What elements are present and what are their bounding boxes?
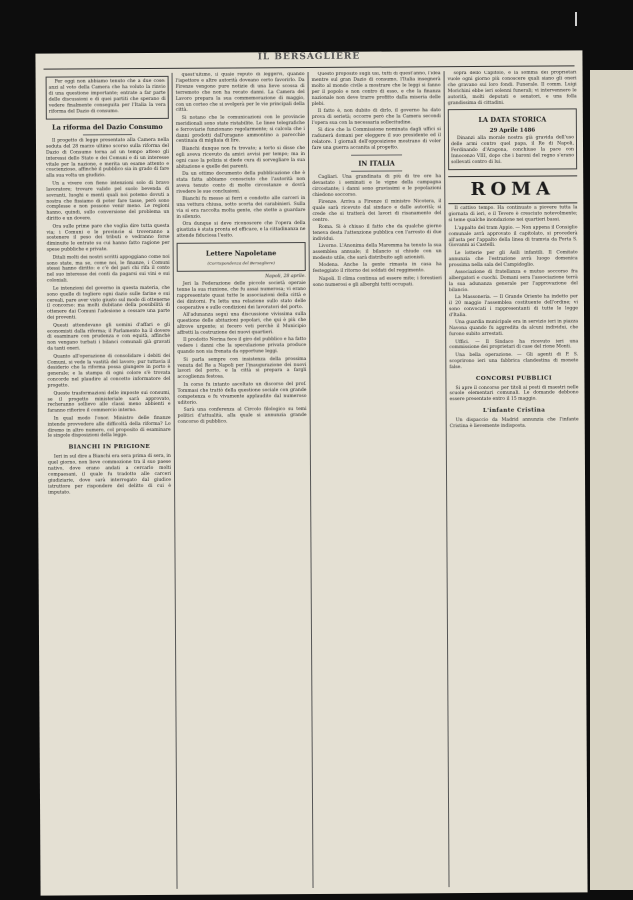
article-headline: LA DATA STORICA: [478, 115, 547, 125]
paragraph: Le lotterie per gli Asili infantili. Il Comitato annunzia che l'estrazione avrà luogo domenica prossima nella sala del Campidoglio.: [448, 250, 578, 268]
paragraph: Ora sulle prime pare che voglia dire tutta questa via; i Comuni e le provincie si troveranno a sostenere il peso dei tributi e vedranno forse diminuite le entrate su cui hanno fatto ragione per spese pubbliche e private.: [46, 223, 170, 253]
historical-date: 29 Aprile 1486: [489, 128, 536, 135]
paragraph: Un dispaccio da Madrid annunzia che l'infante Cristina è lievemente indisposta.: [449, 417, 579, 430]
section-box: [177, 242, 306, 272]
paragraph: Si apre il concorso per titoli ai posti di maestri nelle scuole elementari comunali. Le domande debbono essere presentate entro il 15 maggio.: [449, 384, 579, 403]
paragraph: Jeri la Federazione delle piccole società operaie tenne la sua riunione, che fu assai numerosa; vi erano rappresentate quasi tutte le associazioni della città e dei dintorni. Fu letta una relazione sullo stato delle cooperative e sulle condizioni dei lavoratori del porto.: [176, 281, 306, 311]
column-1: [46, 73, 174, 890]
divider: [351, 154, 403, 155]
divider: [351, 170, 403, 171]
paragraph: La Massoneria. — Il Grande Oriente ha indetto per il 20 maggio l'assemblea costituente dell'ordine; vi sono convocati i rappresentanti di tutte le logge d'Italia.: [448, 294, 579, 319]
paragraph: Ora dunque si deve riconoscere che l'opera della giustizia è stata pronta ed efficace, e la cittadinanza ne attende fiduciosa l'esito.: [176, 221, 306, 239]
paragraph: Una bella operazione. — Gli agenti di P. S. scoprirono ieri una fabbrica clandestina di monete false.: [449, 352, 579, 370]
paragraph: Roma. Si è chiuso il fatto che da qualche giorno teneva desta l'attenzione pubblica con l'arresto di due individui.: [312, 224, 442, 242]
paragraph: Le intenzioni del governo in questa materia, che sono quelle di togliere ogni dazio sulle farine e sui cereali, pare aver visto giusto sul modo di ottenerne il concorso: ma molti dubitano della possibilità di ottenere dai Comuni l'adesione a cessare una parte dei proventi.: [46, 285, 171, 321]
paragraph: Queste trasformazioni delle imposte sui consumi, se il progetto ministeriale sarà approvato, recheranno sollievo alle classi meno abbienti e faranno rifiorire il commercio interno.: [47, 390, 171, 414]
scan-margin-left: [0, 0, 40, 900]
paragraph: L'appalto del tram Appio. — Non appena il Consiglio comunale avrà approvato il capitolato, si procederà all'asta per l'appalto della linea di tramvia da Porta S. Giovanni ai Castelli.: [448, 225, 578, 249]
paragraph: Il cattivo tempo. Ha continuato a piovere tutta la giornata di ieri, e il Tevere è cresciuto notevolmente; si teme qualche inondazione nei quartieri bassi.: [448, 205, 578, 224]
paragraph: Questo proposito sugli usi, tutti di quest'anno, l'idea mentre sul gran Dazio di consumo, l'Italia insegnerà molto al mondo civile a mostrare che le leggi si fanno per il popolo e non contro di esso, e che la finanza nazionale non deve trarre profitto dalla miseria delle plebi.: [311, 71, 441, 107]
paragraph: Cagliari. Una grandinata di più di tre ore ha devastato i seminati e le vigne della campagna circostante; i danni sono gravissimi e le popolazioni chiedono soccorso.: [312, 173, 442, 198]
paragraph: Bianchi fu messo ai ferri e condotto alle carceri in una vettura chiusa, sotto scorta dei carabinieri. Sulla via si era raccolta molta gente, che stette a guardare in silenzio.: [176, 196, 306, 220]
paragraph: In corso fu intanto ascoltato un discorso del prof. Tommasi che trattò della questione sociale con grande competenza e fu vivamente applaudito dal numeroso uditorio.: [177, 381, 307, 406]
paragraph: Quanto all'operazione di consolidare i debiti dei Comuni, si vede la vastità del lavoro; pur tuttavia il desiderio che la riforma possa giungere in porto è generale; e la stampa di ogni colore s'è trovata concorde nel plaudire al concetto informatore del progetto.: [47, 353, 171, 389]
paragraph: Si parla sempre con insistenza della prossima venuta del Re a Napoli per l'inaugurazione dei nuovi lavori del porto, e la città si prepara a fargli accoglienza festosa.: [177, 356, 307, 381]
paragraph: Il fatto è, non dubito di dirlo, il governo ha dato prova di serietà; occorre però che la Camera secondi l'opera sua con la necessaria sollecitudine.: [311, 108, 441, 126]
intro-box: [46, 76, 169, 120]
masthead: IL BERSAGLIERE: [257, 51, 361, 63]
section-box: [448, 109, 577, 171]
paragraph: Modena. Anche la gente rimasta in casa ha festeggiato il ritorno dei soldati del reggimento.: [312, 262, 442, 275]
article-headline: La riforma del Dazio Consumo: [52, 122, 163, 132]
scanner-mark: [575, 12, 577, 26]
article-headline: Lettere Napoletane: [205, 249, 277, 258]
article-headline: BIANCHI IN PRIGIONE: [68, 444, 151, 451]
section-title-roma: ROMA: [448, 176, 577, 205]
paragraph: Ditali molti dei nostri scritti appoggiano come noi sono state, ma se, come noi, le finanze, i Comuni stessi hanno diritto: e c'è del pari chi rifa il conto nel suo interesse dei conti da pagarsi sui vini e sui coloniali.: [46, 254, 170, 284]
paragraph: Dinanzi alla morale nostra già gravida dell'uso delle armi contro quel papa, il Re di Napoli, Ferdinando d'Aragona, conchiuse la pace con Innocenzo VIII, dopo che i baroni del regno s'erano sollevati contro di lui.: [450, 135, 575, 166]
paragraph: Napoli. Il clima continua ad essere mite; i forestieri sono numerosi e gli alberghi tutti occupati.: [312, 275, 442, 288]
dateline: Napoli, 28 aprile.: [265, 273, 306, 280]
article-headline: IN ITALIA: [358, 159, 395, 168]
paragraph: Un a vivere con fieno intenzioni solo di bravo lavoratore; trovare valido pel suolo bevenda di sovranti, luoghi e menti quali noi potemo dovuti a nostra che fissiamo di poter fare tasse, però sono complesse e non possono venir meno. Le regioni hanno, quindi, sullo conversione del problema un diritto e un dovere.: [46, 180, 170, 222]
paragraph: Associazione di fratellanza e mutuo soccorso fra albergatori e cuochi. Domani sera l'associazione terrà la sua adunanza generale per l'approvazione del bilancio.: [448, 269, 578, 293]
paragraph: Ieri in sul dire a Bianchi era sera prima di sera, in quel giorno, non lieve commozione tra il suo paese nativo, dove erano andati a cercarlo molti compaesani, il quale fu tradotto alle carceri giudiziarie, dove sarà interrogato dal giudice istruttore per rispondere del delitto di cui è imputato.: [47, 454, 172, 496]
paragraph: Da un ottimo documento della pubblicazione che è stata fatta abbiamo conosciuto che l'autorità non aveva tenuto conto di molte circostanze e dovrà rivedere le sue conclusioni.: [176, 171, 306, 195]
paragraph: Firenze. Arriva a Firenze il ministro Nicotera, il quale sarà ricevuto dal sindaco e dalle autorità; si crede che si tratterà dei lavori di risanamento del centro.: [312, 199, 442, 223]
paragraph: In qual modo l'onor. Ministro delle finanze intende provvedere alle difficoltà della riforma? Lo diremo in altro numero, col proposito di esaminare le singole disposizioni della legge.: [47, 415, 171, 440]
column-2: [176, 72, 310, 889]
paragraph: sopra dello Capitolo, e la somma dei proprietari vuole ogni giorno più conoscere quali siano gli oneri che gravano sui loro fondi. Funerale. Il comm. Luigi Morichini ebbe ieri solenni funerali; vi intervennero le autorità, molti deputati e senatori, e una folla grandissima di cittadini.: [447, 70, 577, 106]
paragraph: Si dice che la Commissione nominata dagli uffici si radunerà domani per eleggere il suo presidente ed il relatore. I giornali dell'opposizione mostrano di voler fare una guerra accanita al progetto.: [311, 127, 441, 151]
paragraph: Il prodotto Norina fece il giro del pubblico e ha fatto vedere i danni che la speculazione privata produce quando non sia frenata da opportune leggi.: [177, 337, 307, 356]
article-subheading: (Corrispondenza del Bersagliere): [207, 260, 275, 266]
paragraph: All'adunanza seguì una discussione vivissima sulla questione delle abitazioni popolari, che qui è più che altrove urgente; si fecero voti perchè il Municipio affretti la costruzione dei nuovi quartieri.: [177, 312, 307, 336]
divider: [83, 134, 132, 135]
paragraph: Il progetto di legge presentato alla Camera nella seduta del 28 marzo ultimo scorso sulla riforma del Dazio di Consumo torna ad un tempo atteso gli interessi dello Stato e dei Comuni e di un interesse vitale per la nazione, e merita un esame attento e coscienzioso, affinchè il pubblico sia in grado di fare alla sua volta un giudizio.: [45, 137, 170, 179]
paragraph: Sarà una conferenza al Circolo filologico su temi politici d'attualità, alla quale si annunzia grande concorso di pubblico.: [177, 406, 307, 425]
newspaper-page: [35, 50, 587, 895]
article-headline: CONCORSI PUBBLICI: [475, 375, 552, 382]
paragraph: Livorno. L'Anonima della Maremma ha tenuto la sua assemblea annuale; il bilancio si chiude con un modesto utile, che sarà distribuito agli azionisti.: [312, 243, 442, 262]
paragraph: Una guardia municipale era in servizio ieri in piazza Navona quando fu aggredita da alcuni individui, che furono subito arrestati.: [449, 319, 579, 338]
column-4: [448, 70, 582, 887]
article-headline: L'infante Cristina: [482, 407, 546, 415]
paragraph: Uffici. — Il Sindaco ha ricevuto ieri una commissione dei proprietari di case del rione Monti.: [449, 338, 579, 351]
paragraph: quest'ultimo, il quale reputò di leggervi, quando l'ispettore e altre autorità doveano certo favorirlo. Da Firenze vengono pure notizie di una lieve scossa di terremoto che non ha recato danni. La Camera del Lavoro prepara la sua commemorazione di maggio, con un corteo che si svolgerà per le vie principali della città.: [175, 72, 305, 114]
paragraph: Bianchi dunque non fu trovato; a torto si disse che egli aveva ricevuto da amici avvisi per tempo; ma in ogni caso la polizia si diede cura di sorvegliare la sua abitazione e quelle dei parenti.: [176, 145, 306, 170]
column-3: [312, 71, 446, 888]
intro-text: Per oggi non abbiamo tenuto che a due cose: anzi al voto della Camera che ha voluto la rinvio di una questione importante; entrate a far parte delle discussioni e di quei partiti che sperano di vedere finalmente conseguita per l'Italia la vera riforma del Dazio di consumo.: [48, 78, 166, 115]
paragraph: Questi attendevano gli uomini d'affari e gli economisti dalla riforma; il Parlamento ha il dovere di esaminare con prudenza e con equità, affinchè non vengano turbati i bilanci comunali già gravati da tanti oneri.: [47, 322, 171, 352]
adjacent-page-strip: [590, 70, 633, 890]
paragraph: Si notano che le comunicazioni con le provincie meridionali sono state ristabilite. Le linee telegrafiche e ferroviarie funzionano regolarmente; si calcola che i danni prodotti dall'uragano ammontino a parecchie centinaia di migliaia di lire.: [175, 114, 305, 145]
